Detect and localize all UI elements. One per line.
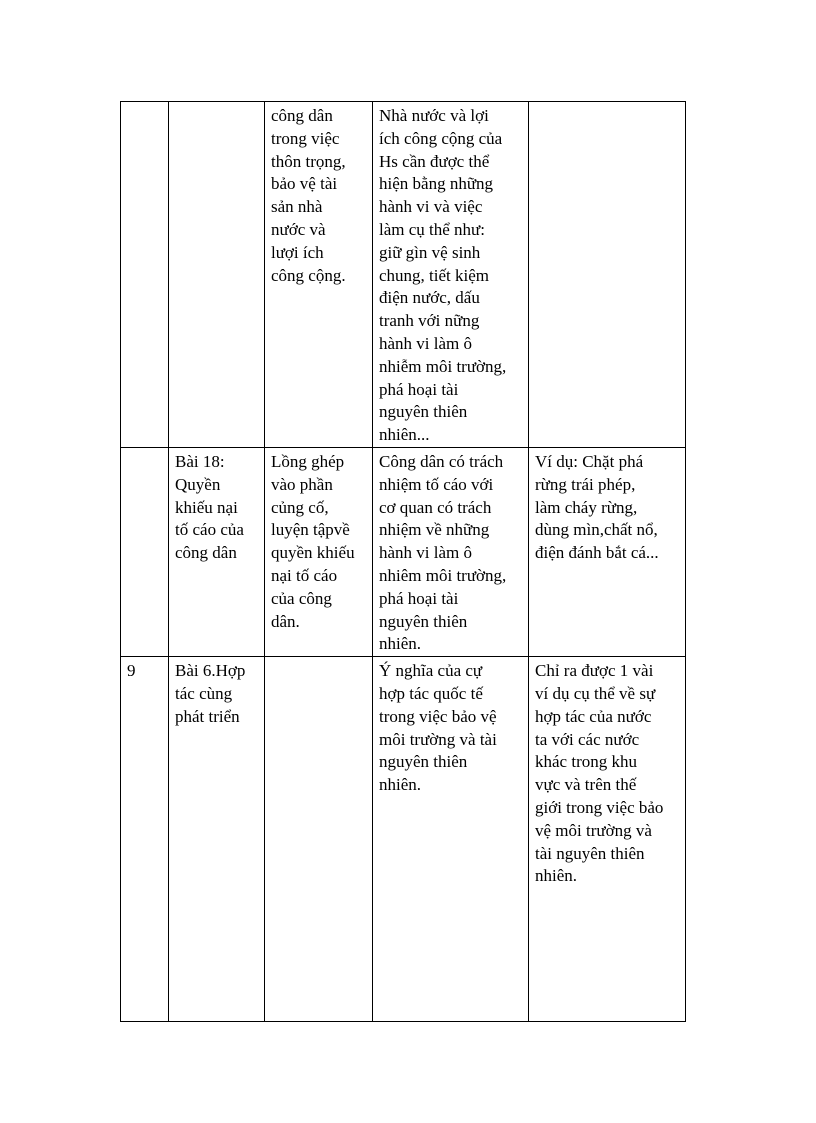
cell-text-line: trong việc bảo vệ bbox=[379, 706, 497, 726]
cell-text-line: nhiên. bbox=[535, 866, 578, 886]
cell-index bbox=[121, 448, 169, 657]
cell-text-line: thôn trọng, bbox=[271, 151, 346, 171]
table-row bbox=[121, 657, 686, 1022]
cell-text-line: luyện tậpvề bbox=[271, 520, 350, 540]
cell-text-line: tố cáo của bbox=[175, 520, 244, 540]
cell-text-line: nhiên. bbox=[379, 634, 422, 654]
cell-text-line: phá hoại tài bbox=[379, 379, 459, 399]
cell-text-line: Ý nghĩa của cự bbox=[379, 661, 483, 681]
cell-text-line: ích công cộng của bbox=[379, 128, 503, 148]
cell-text-line: hợp tác của nước bbox=[535, 706, 652, 726]
cell-text-line: chung, tiết kiệm bbox=[379, 265, 490, 285]
cell-index bbox=[121, 102, 169, 448]
cell-text-line: làm cháy rừng, bbox=[535, 497, 638, 517]
cell-text-line: tranh với nững bbox=[379, 311, 480, 331]
cell-lesson bbox=[169, 102, 265, 448]
cell-text-line: tác cùng bbox=[175, 683, 233, 703]
cell-text-line: Công dân có trách bbox=[379, 452, 504, 471]
cell-text-line: hợp tác quốc tế bbox=[379, 683, 483, 703]
cell-text-line: ví dụ cụ thể về sự bbox=[535, 683, 656, 703]
cell-text-line: nước và bbox=[271, 219, 326, 239]
cell-text-line: công dân bbox=[271, 106, 333, 125]
cell-text-line: Lồng ghép bbox=[271, 452, 345, 471]
cell-text-line: khiếu nại bbox=[175, 497, 238, 517]
cell-text-line: nhiệm về những bbox=[379, 520, 490, 540]
cell-text-line: nguyên thiên bbox=[379, 611, 468, 631]
cell-text-line: giới trong việc bảo bbox=[535, 797, 664, 817]
cell-text-line: nhiêm môi trường, bbox=[379, 565, 507, 585]
cell-text-line: hiện bằng những bbox=[379, 174, 494, 194]
cell-text-line: của công bbox=[271, 588, 332, 608]
cell-text-line: nhiên. bbox=[379, 775, 422, 795]
cell-text-line: củng cố, bbox=[271, 497, 329, 517]
cell-text-line: nhiệm tố cáo với bbox=[379, 474, 494, 494]
cell-text-line: vực và trên thế bbox=[535, 775, 637, 795]
cell-text-line: công cộng. bbox=[271, 265, 346, 285]
cell-text-line: phá hoại tài bbox=[379, 588, 459, 608]
cell-text-line: làm cụ thể như: bbox=[379, 219, 485, 239]
cell-text-line: điện đánh bắt cá... bbox=[535, 543, 659, 563]
cell-integration bbox=[265, 102, 373, 448]
cell-integration bbox=[265, 448, 373, 657]
cell-text-line: trong việc bbox=[271, 128, 340, 148]
cell-text-line: khác trong khu bbox=[535, 752, 637, 772]
cell-lesson bbox=[169, 448, 265, 657]
cell-text-line: công dân bbox=[175, 543, 237, 563]
cell-text-line: Bài 6.Hợp bbox=[175, 661, 246, 681]
cell-text-line: quyền khiếu bbox=[271, 543, 355, 563]
content-table bbox=[120, 101, 686, 1022]
cell-text-line: hành vi và việc bbox=[379, 197, 483, 217]
cell-text-line: điện nước, dấu bbox=[379, 288, 480, 308]
cell-text-line: hành vi làm ô bbox=[379, 543, 473, 563]
cell-integration bbox=[265, 657, 373, 1022]
cell-text-line: nguyên thiên bbox=[379, 752, 468, 772]
cell-example bbox=[529, 657, 686, 1022]
cell-text-line: hành vi làm ô bbox=[379, 333, 473, 353]
cell-text-line: môi trường và tài bbox=[379, 729, 497, 749]
cell-text-line: cơ quan có trách bbox=[379, 497, 492, 517]
cell-example bbox=[529, 448, 686, 657]
cell-text-line: phát triển bbox=[175, 706, 240, 726]
cell-text-line: Chỉ ra được 1 vài bbox=[535, 661, 654, 681]
cell-text-line: giữ gìn vệ sinh bbox=[379, 242, 481, 262]
cell-text-line: Nhà nước và lợi bbox=[379, 106, 489, 125]
table-row bbox=[121, 102, 686, 448]
cell-text-line: dùng mìn,chất nổ, bbox=[535, 520, 658, 540]
cell-text-line: dân. bbox=[271, 611, 300, 631]
cell-text-line: tài nguyên thiên bbox=[535, 843, 645, 863]
cell-text-line: Hs cần được thể bbox=[379, 151, 490, 171]
cell-content bbox=[373, 102, 529, 448]
cell-text-line: 9 bbox=[127, 661, 136, 681]
cell-text-line: ta với các nước bbox=[535, 729, 640, 749]
cell-text-line: sản nhà bbox=[271, 197, 323, 217]
cell-text-line: bảo vệ tài bbox=[271, 174, 338, 194]
cell-text-line: nại tố cáo bbox=[271, 565, 338, 585]
cell-text-line: vào phần bbox=[271, 474, 333, 494]
cell-text-line: nguyên thiên bbox=[379, 402, 468, 422]
cell-text-line: Quyền bbox=[175, 474, 221, 494]
cell-content bbox=[373, 448, 529, 657]
cell-text-line: rừng trái phép, bbox=[535, 474, 636, 494]
cell-text-line: lượi ích bbox=[271, 242, 324, 262]
cell-example bbox=[529, 102, 686, 448]
cell-index bbox=[121, 657, 169, 1022]
cell-text-line: Ví dụ: Chặt phá bbox=[535, 452, 644, 471]
cell-content bbox=[373, 657, 529, 1022]
cell-text-line: nhiên... bbox=[379, 425, 430, 445]
cell-text-line: Bài 18: bbox=[175, 452, 225, 471]
cell-text-line: vệ môi trường và bbox=[535, 820, 652, 840]
cell-text-line: nhiễm môi trường, bbox=[379, 356, 507, 376]
cell-lesson bbox=[169, 657, 265, 1022]
table-row bbox=[121, 448, 686, 657]
